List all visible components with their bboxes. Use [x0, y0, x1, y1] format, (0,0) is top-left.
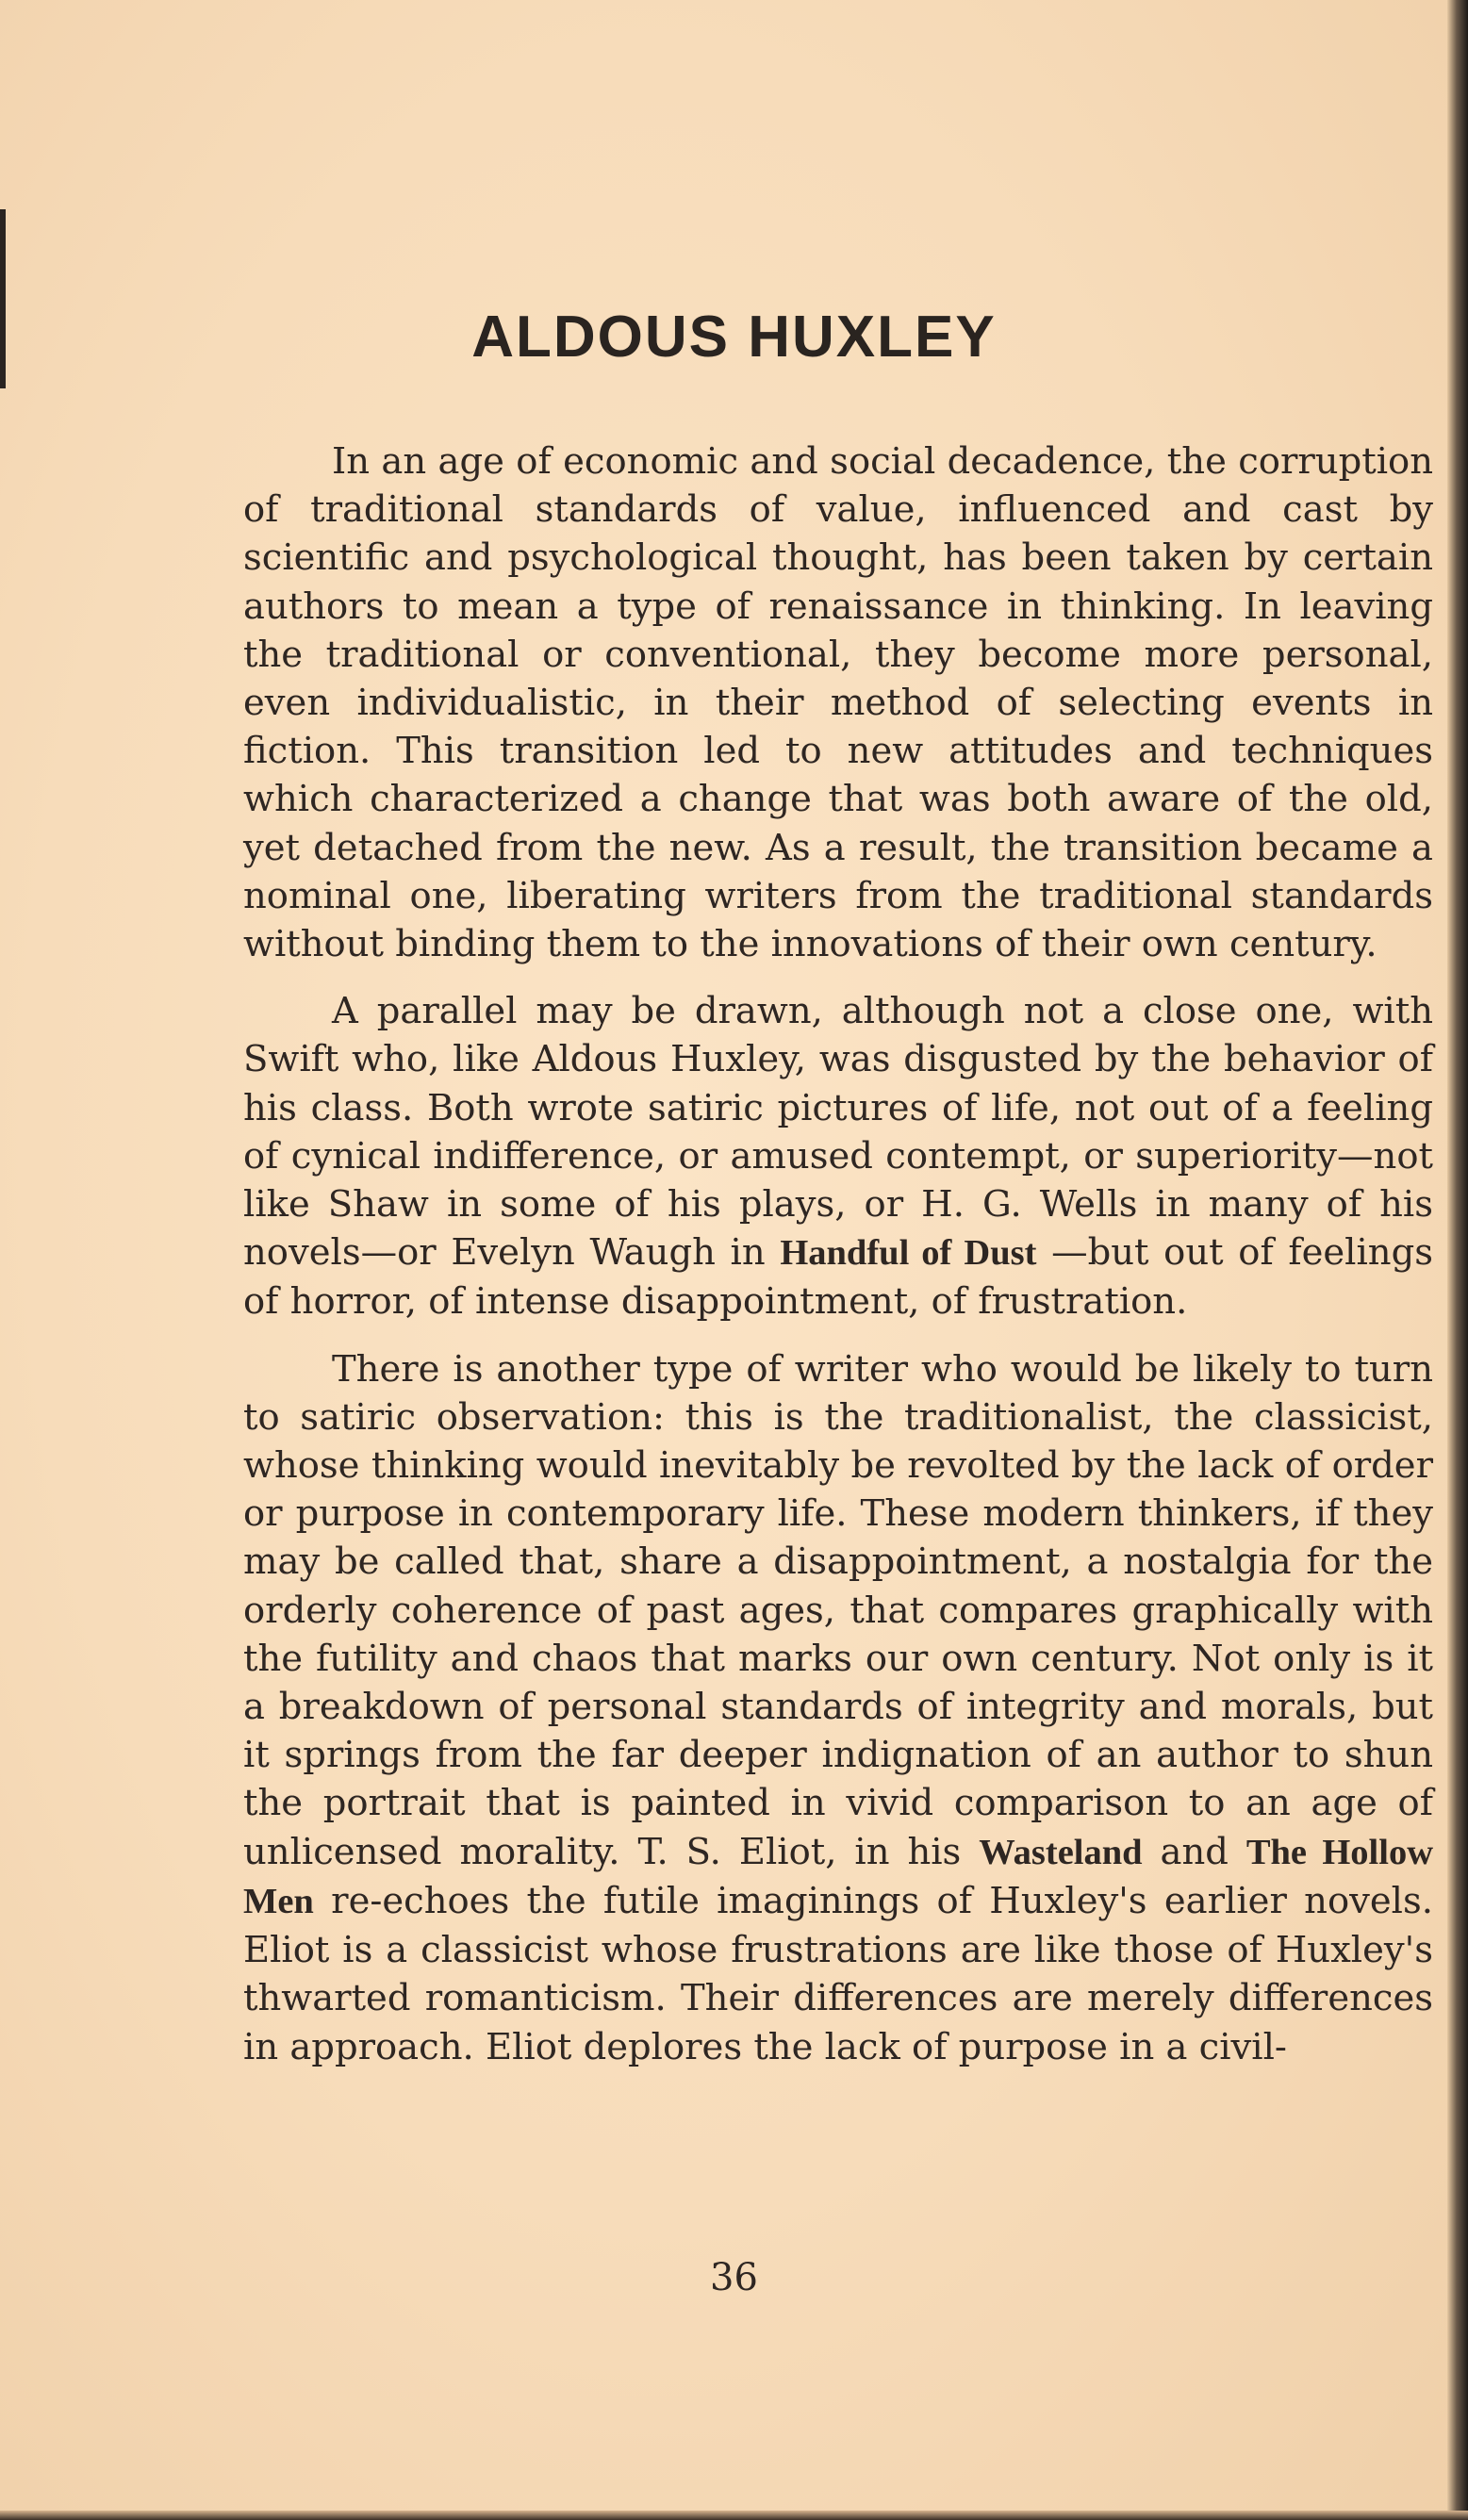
paragraph-3-text-b: and	[1142, 1830, 1246, 1873]
paragraph-2	[243, 987, 1433, 1326]
body-text	[243, 437, 1433, 2090]
page-number: 36	[710, 2256, 758, 2299]
paragraph-2-text-a: A parallel may be drawn, although not a close one, with Swift who, like Aldous Huxley, was disgusted by the behavior of his class. Both wrote satiric pictures of life, not out of a feeling of cynical indifference, or amused contempt, or superiority—not like Shaw in some of his plays, or H. G. Wells in many of his novels—or Evelyn Waugh in	[243, 990, 1433, 1275]
poem-title-wasteland: Wasteland	[979, 1832, 1143, 1872]
page-bottom-edge	[0, 2511, 1468, 2520]
page-title: ALDOUS HUXLEY	[471, 305, 997, 370]
paragraph-2-text-b: —but out of feelings of horror, of intense disappointment, of frustration.	[243, 1231, 1433, 1324]
page-edge-shadow	[1447, 0, 1468, 2520]
book-title-handful-of-dust: Handful of Dust	[780, 1233, 1037, 1274]
paragraph-3	[243, 1345, 1433, 2071]
paragraph-3-text-c: re-echoes the futile imaginings of Huxley's earlier novels. Eliot is a classicist whose frustrations are like those of Huxley's thwarted romanticism. Their differences are merely differences in approach. Eliot deplores the lack of purpose in a civil-	[243, 1879, 1433, 2068]
paragraph-3-text-a: There is another type of writer who would be likely to turn to satiric observation: this is the traditionalist, the classicist, whose thinking would inevitably be revolted by the lack of order or purpose in contemporary life. These modern thinkers, if they may be called that, share a disappointment, a nostalgia for the orderly coherence of past ages, that compares graphically with the futility and chaos that marks our own century. Not only is it a breakdown of personal standards of integrity and morals, but it springs from the far deeper indignation of an author to shun the portrait that is painted in vivid comparison to an age of unlicensed morality. T. S. Eliot, in his	[243, 1347, 1433, 1873]
poem-title-hollow-men: The Hollow Men	[243, 1832, 1433, 1921]
paragraph-1: In an age of economic and social decadence, the corruption of traditional standards of value, influenced and cast by scientific and psychological thought, has been taken by certain authors to mean a type of renaissance in thinking. In leaving the traditional or conventional, they become more personal, even individualistic, in their method of selecting events in fiction. This transition led to new attitudes and techniques which characterized a change that was both aware of the old, yet detached from the new. As a result, the transition became a nominal one, liberating writers from the traditional standards without binding them to the innovations of their own century.	[243, 440, 1433, 966]
